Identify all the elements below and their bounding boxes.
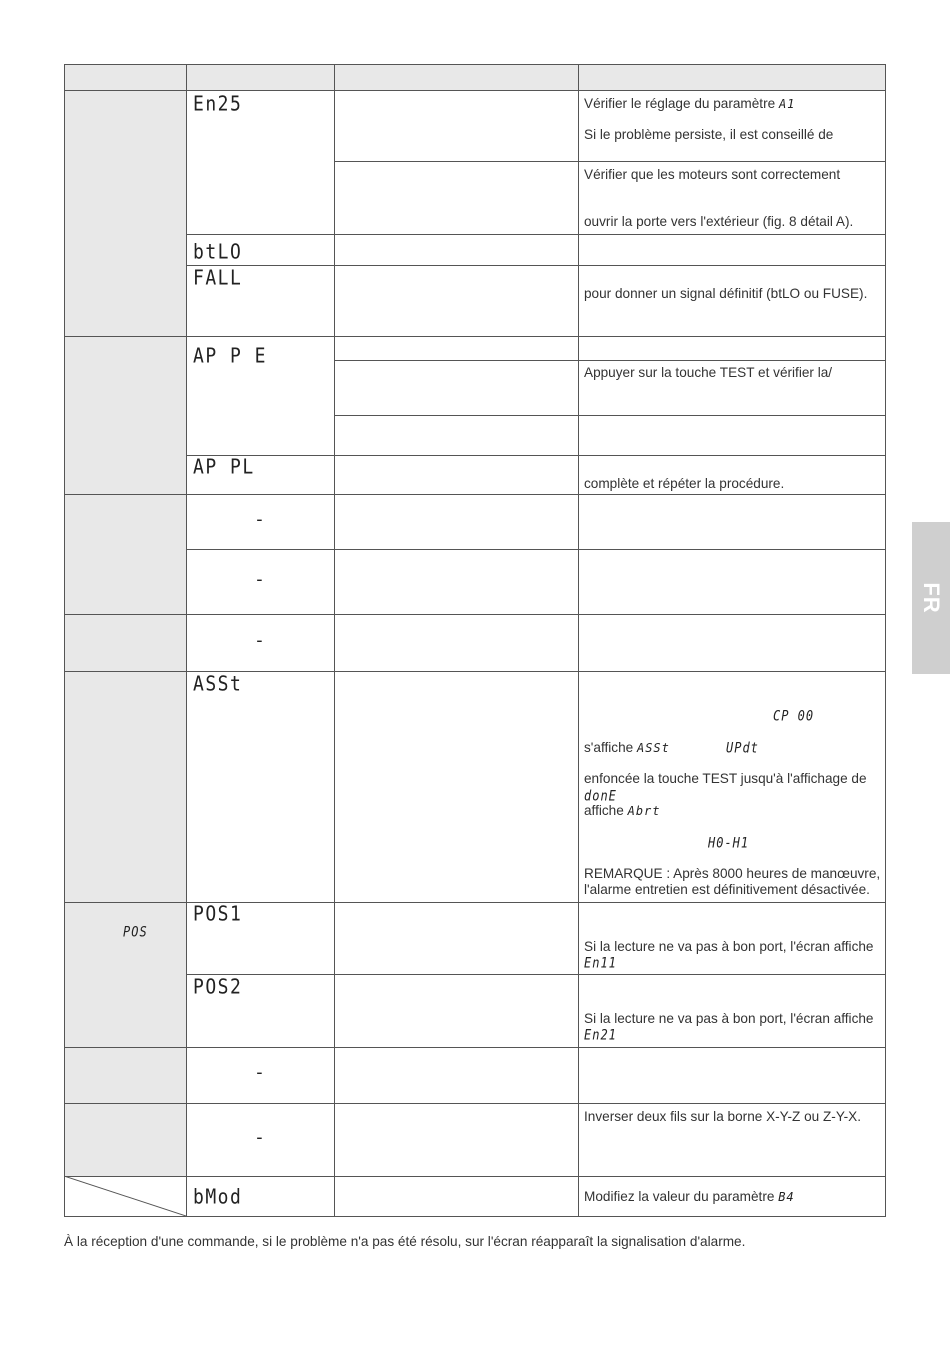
- action-text: Appuyer sur la touche TEST et vérifier la/: [584, 365, 833, 380]
- display-code-cp00: CP 00: [773, 708, 815, 725]
- column-divider: [64, 64, 65, 1217]
- group-cell-3: [64, 494, 186, 614]
- action-text-line: affiche: [584, 803, 628, 818]
- action-text: Vérifier que les moteurs sont correctement: [584, 167, 841, 182]
- param-code-b4: B4: [778, 1190, 795, 1204]
- alarm-code-appl: AP PL: [193, 454, 255, 479]
- language-tab-label: FR: [919, 582, 944, 614]
- row-divider: [64, 671, 886, 672]
- alarm-code-fall: FALL: [193, 265, 243, 290]
- row-divider: [64, 902, 886, 903]
- alarm-code-dash: -: [254, 1127, 265, 1148]
- row-divider: [64, 90, 886, 91]
- row-divider: [64, 1176, 886, 1177]
- action-text: enfoncée la touche TEST jusqu'à l'affichage de: [584, 771, 867, 786]
- group-cell-5: [64, 671, 186, 902]
- language-tab: [912, 522, 950, 674]
- row-divider: [64, 614, 886, 615]
- table-header: [64, 64, 886, 90]
- action-text: Si le problème persiste, il est conseillé de: [584, 127, 834, 142]
- action-text: pour donner un signal définitif (btLO ou FUSE).: [584, 286, 868, 301]
- alarm-code-btlo: btLO: [193, 239, 243, 264]
- row-divider: [334, 161, 886, 162]
- column-divider: [885, 64, 886, 1217]
- row-divider: [186, 265, 886, 266]
- row-divider: [186, 234, 886, 235]
- action-text-line: Vérifier le réglage du paramètre: [584, 96, 779, 111]
- alarm-code-appe: AP P E: [193, 343, 268, 368]
- note-text: l'alarme entretien est définitivement désactivée.: [584, 882, 870, 897]
- alarm-code-asst: ASSt: [193, 671, 243, 696]
- group-cell-7: [64, 1047, 186, 1103]
- action-text: [584, 1189, 795, 1205]
- display-code-asst: ASSt: [636, 741, 670, 755]
- row-divider: [64, 64, 886, 65]
- row-divider: [64, 1047, 886, 1048]
- row-divider: [186, 549, 886, 550]
- action-text-line: Modifiez la valeur du paramètre: [584, 1189, 779, 1204]
- row-divider: [64, 1103, 886, 1104]
- action-text: Si la lecture ne va pas à bon port, l'écran affiche: [584, 939, 874, 954]
- display-code-updt: UPdt: [726, 740, 759, 757]
- column-divider: [334, 64, 335, 1217]
- action-text: [584, 96, 795, 112]
- display-code-en11: En11: [584, 955, 617, 972]
- row-divider: [186, 455, 886, 456]
- action-text: Si la lecture ne va pas à bon port, l'écran affiche: [584, 1011, 874, 1026]
- group-cell-8: [64, 1103, 186, 1176]
- action-text: Inverser deux fils sur la borne X-Y-Z ou Z-Y-X.: [584, 1109, 862, 1124]
- action-text-line: s'affiche: [584, 740, 637, 755]
- diagonal-strike: [64, 1176, 186, 1216]
- display-code-abrt: Abrt: [627, 804, 661, 818]
- alarm-code-dash: -: [254, 509, 265, 530]
- row-divider: [64, 1216, 886, 1217]
- column-divider: [186, 64, 187, 1217]
- action-text: ouvrir la porte vers l'extérieur (fig. 8 détail A).: [584, 214, 854, 229]
- param-code-a1: A1: [778, 97, 796, 111]
- group-cell-4: [64, 614, 186, 671]
- group-cell-1: [64, 90, 186, 336]
- row-divider: [186, 974, 886, 975]
- row-divider: [64, 494, 886, 495]
- footnote: À la réception d'une commande, si le problème n'a pas été résolu, sur l'écran réapparaît la signalisation d'alarme.: [64, 1234, 746, 1249]
- alarm-code-bmod: bMod: [193, 1184, 243, 1209]
- display-code-en21: En21: [584, 1027, 617, 1044]
- alarm-code-dash: -: [254, 630, 265, 651]
- display-code-h0h1: H0-H1: [708, 835, 750, 852]
- alarm-code-dash: -: [254, 569, 265, 590]
- group-cell-2: [64, 336, 186, 494]
- action-text: [584, 740, 670, 756]
- display-code-done: donE: [584, 788, 617, 805]
- column-divider: [578, 64, 579, 1217]
- alarm-code-dash: -: [254, 1062, 265, 1083]
- note-text: REMARQUE : Après 8000 heures de manœuvre,: [584, 866, 881, 881]
- alarm-code-pos2: POS2: [193, 974, 243, 999]
- action-text: [584, 803, 661, 819]
- row-divider: [334, 415, 886, 416]
- group-label-pos: POS: [123, 924, 148, 941]
- alarm-code-en25: En25: [193, 91, 243, 116]
- row-divider: [334, 360, 886, 361]
- alarm-code-pos1: POS1: [193, 901, 243, 926]
- row-divider: [64, 336, 886, 337]
- action-text: complète et répéter la procédure.: [584, 476, 785, 491]
